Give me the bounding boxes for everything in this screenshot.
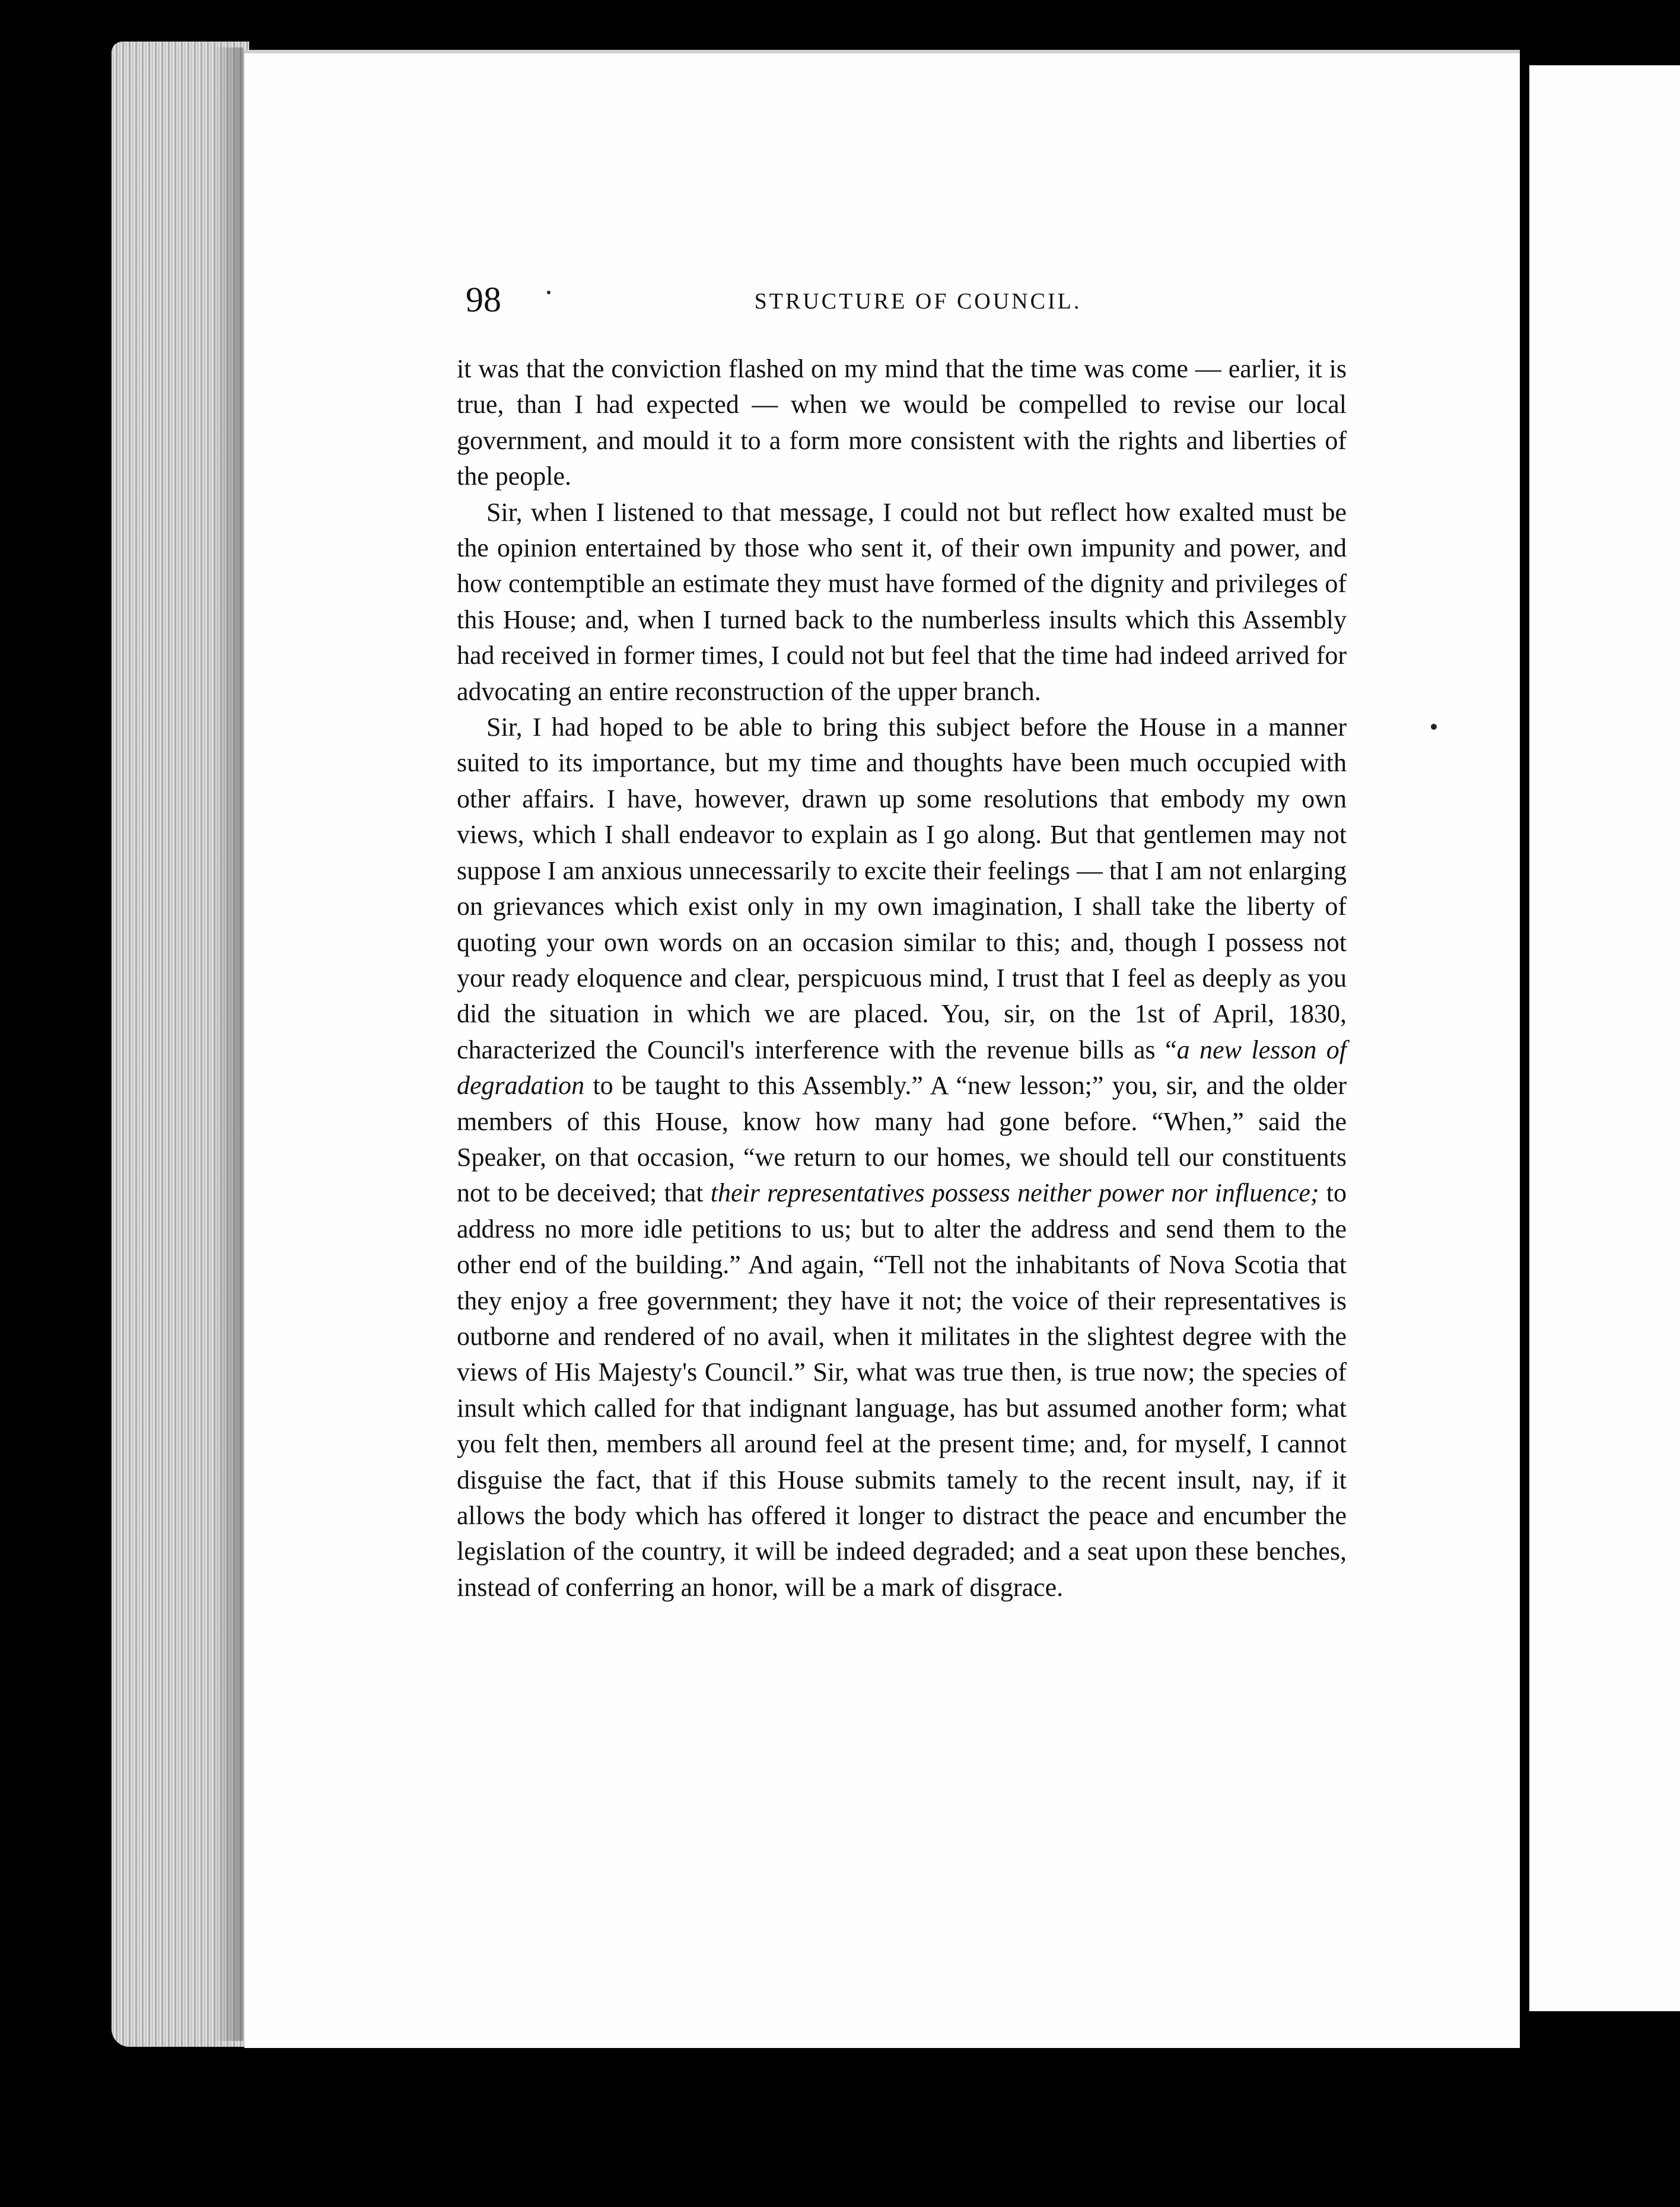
text-run: Sir, I had hoped to be able to bring this subject before the House in a manner suited to its importance, but my time and thoughts have been much occupied with other affairs. I have, however, drawn up some resolutions that embody my own views, which I shall endeavor to explain as I go along. But that gentlemen may not suppose I am anxious unnecessarily to excite their feelings — that I am not enlarging on grievances which exist only in my own imagination, I shall take the liberty of quoting your own words on an occasion similar to this; and, though I possess not your ready eloquence and clear, perspicuous mind, I trust that I feel as deeply as you did the situation in which we are placed. You, sir, on the 1st of April, 1830, characterized the Council's interference with the revenue bills as “: [457, 713, 1347, 1064]
page-header: [466, 279, 1347, 320]
paragraph: [457, 495, 1347, 710]
text-run: it was that the conviction flashed on my mind that the time was come — earlier, it is true, than I had expected — when we would be compelled to revise our local government, and mould it to a form more consistent with the rights and liberties of the people.: [457, 354, 1347, 491]
ink-speck: [1431, 724, 1437, 730]
paragraph: [457, 351, 1347, 495]
text-run: to address no more idle petitions to us; but to alter the address and send them to the other end of the building.” And again, “Tell not the inhabitants of Nova Scotia that they enjoy a free government; they have it not; the voice of their representatives is outborne and rendered of no avail, when it militates in the slightest degree with the views of His Majesty's Council.” Sir, what was true then, is true now; the species of insult which called for that indignant language, has but assumed another form; what you felt then, members all around feel at the present time; and, for myself, I cannot disguise the fact, that if this House submits tamely to the recent insult, nay, if it allows the body which has offered it longer to distract the peace and encumber the legislation of the country, it will be indeed degraded; and a seat upon these benches, instead of conferring an honor, will be a mark of disgrace.: [457, 1178, 1347, 1602]
text-run: to be taught to this Assembly.” A “new lesson;” you, sir, and the older members of this House, know how many had gone before. “When,” said the Speaker, on that occasion, “we return to our homes, we should tell our constituents not to be deceived; that: [457, 1071, 1347, 1208]
italic-text: a new lesson of degradation: [457, 1035, 1347, 1101]
text-run: Sir, when I listened to that message, I could not but reflect how exalted must be the opinion entertained by those who sent it, of their own impunity and power, and how contemptible an estimate they must have formed of the dignity and privileges of this House; and, when I turned back to the numberless insults which this Assembly had received in former times, I could not but feel that the time had indeed arrived for advocating an entire reconstruction of the upper branch.: [457, 497, 1347, 706]
paragraph: [457, 710, 1347, 1605]
page-gutter-shadow: [214, 47, 243, 2041]
italic-text: their representatives possess neither power nor influence;: [710, 1178, 1319, 1208]
facing-page-edge: [1529, 65, 1680, 2011]
page-number: 98: [466, 280, 501, 319]
body-text: [457, 351, 1347, 1605]
running-head: STRUCTURE OF COUNCIL.: [754, 289, 1082, 314]
